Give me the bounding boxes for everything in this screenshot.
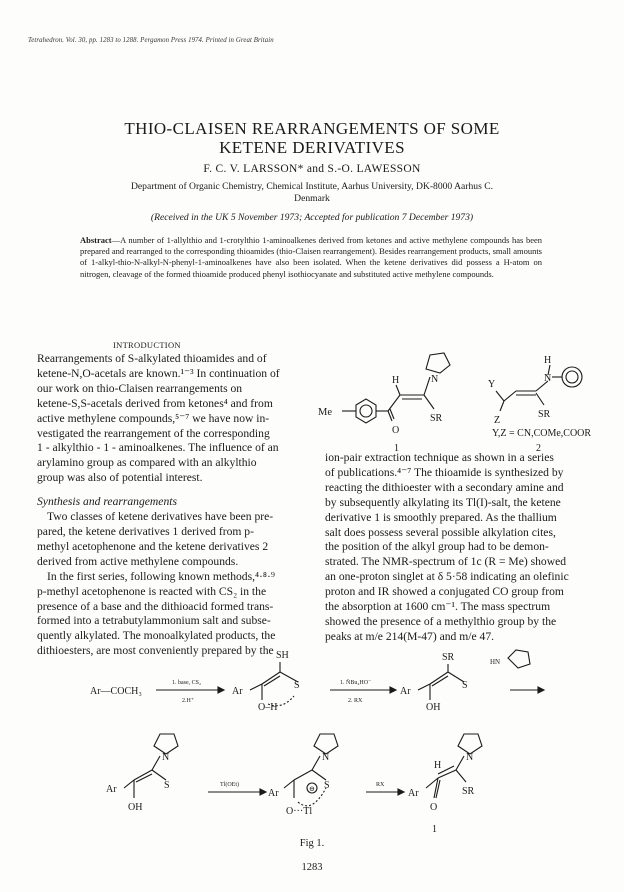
s2-y-label: Y [488,379,496,390]
ar-coch3-label: Ar—COCH₃ [90,686,142,697]
affiliation-line-2: Denmark [294,193,330,204]
s2-compound-number: 2 [536,443,541,454]
oh-label: OH [426,702,441,713]
text-line: by subsequently alkylating its Tl(I)-salt, the ketene [325,495,561,509]
paper-title-line-1: THIO-CLAISEN REARRANGEMENTS OF SOME [124,119,500,138]
text-line: showed the presence of a methylthio group by the [325,614,557,628]
o-label: O [430,802,438,813]
n-label: N [466,752,474,763]
s-label: S [462,680,468,691]
n-label: N [322,752,330,763]
sr-label: SR [442,652,455,663]
intro-paragraph [37,352,305,486]
abstract [80,235,542,280]
text-line: derived from active methylene compounds. [37,554,239,568]
anion-charge: ⊖ [309,785,315,793]
affiliation-line-1: Department of Organic Chemistry, Chemical Institute, Aarhus University, DK-8000 Aarhus C. [130,181,493,192]
right-column [325,451,593,645]
s2-sr-label: SR [538,409,551,420]
arrow-1-bottom-label: 2.H⁺ [182,698,194,704]
s1-me-label: Me [318,407,332,418]
s1-compound-number: 1 [394,443,399,454]
text-line: ketene-S,S-acetals derived from ketones⁴ and from [37,396,273,410]
s1-n-label: N [431,374,439,385]
text-line: ketene-N,O-acetals are known.¹⁻³ In continuation of [37,366,280,380]
n-label: N [162,752,170,763]
oh-label: OH [128,802,143,813]
ar-label: Ar [268,788,279,799]
text-line: vestigated the rearrangement of the corresponding [37,426,270,440]
s1-h-label: H [392,375,400,386]
left-column [37,352,305,659]
sh-label: SH [276,650,289,661]
authors: F. C. V. LARSSON* and S.-O. LAWESSON [203,163,421,175]
h-label: H [434,760,442,771]
abstract-label: Abstract [80,235,112,245]
abstract-text: —A number of 1-allylthio and 1-crotylthio 1-aminoalkenes derived from ketones and active methylene compounds has been prepared and rearranged to the corresponding thioamides (thio-Claisen rearrangement). Besides rearrangement products, small amounts of 1-alkyl-thio-N-alkyl-N-phenyl-1-aminoalkenes have also been isolated. When the ketene derivatives did possess a H-atom on nitrogen, cleavage of the formed thioamide produced phenyl isothiocyanate and substituted active methylene compounds. [80,235,542,279]
text-line: proton and IR showed a conjugated CO group from [325,585,564,599]
text-line: pared, the ketene derivatives 1 derived from p- [37,524,254,538]
text-line: the position of the alkyl group had to be demon- [325,540,549,554]
s2-n-label: N [544,373,552,384]
text-line: group was also of potential interest. [37,471,203,485]
ar-label: Ar [232,686,243,697]
text-line: salt does possess several possible alkylation cites, [325,525,556,539]
text-line: our work on thio-Claisen rearrangements on [37,381,243,395]
text-line: an one-proton singlet at δ 5·58 indicating an olefinic [325,570,569,584]
arrow-2-top-label: 1. N̄Bu₄HO⁻ [340,680,372,686]
text-line: Two classes of ketene derivatives have been pre- [47,510,274,524]
text-line: methyl acetophenone and the ketene derivatives 2 [37,539,269,553]
pyrrolidine-ring [426,353,450,373]
ar-label: Ar [106,784,117,795]
figure-caption: Fig 1. [299,838,325,849]
s2-h-label: H [544,355,552,366]
text-line: In the first series, following known methods,⁴·⁸·⁹ [47,569,275,583]
introduction-heading: INTRODUCTION [113,340,181,350]
text-line: 1 - alkylthio - 1 - aminoalkenes. The influence of an [37,441,279,455]
text-line: quently alkylated. The monoalkylated products, the [37,629,276,643]
text-line: active methylene compounds,⁵⁻⁷ we have now in- [37,411,270,425]
s2-substituents: Y,Z = CN,COMe,COOR [492,428,592,439]
o-tl-label: O···Tl [286,806,313,817]
product-compound-number: 1 [432,824,437,835]
text-line: arylamino group as compared with an alkylthio [37,456,257,470]
synthesis-paragraph [37,510,305,570]
text-line: derivative 1 is smoothly prepared. As the thallium [325,510,557,524]
s1-sr-label: SR [430,413,443,424]
text-line: peaks at m/e 214(M-47) and m/e 47. [325,629,495,643]
arrow-1-top-label: 1. base, CS₂ [172,680,202,686]
ar-label: Ar [400,686,411,697]
first-series-paragraph [37,570,305,659]
pyrrolidine-ring [508,650,530,668]
sr-label: SR [462,786,475,797]
page-number: 1283 [301,862,323,873]
journal-header: Tetrahedron. Vol. 30, pp. 1283 to 1288. Pergamon Press 1974. Printed in Great Britain [28,37,274,44]
received-dates: (Received in the UK 5 November 1973; Accepted for publication 7 December 1973) [150,212,474,223]
text-line: dithioesters, are most conveniently prepared by the [37,644,274,658]
arrow-4-label: Tl(OEt) [220,782,239,788]
ar-label: Ar [408,788,419,799]
phenyl-ring [562,367,582,387]
text-line: formed into a tetrabutylammonium salt and subse- [37,614,271,628]
o-h-label: O–H [258,702,278,713]
structures-1-and-2 [318,335,608,454]
s-label: S [294,680,300,691]
text-line: the absorption at 1600 cm⁻¹. The mass spectrum [325,600,551,614]
text-line: of publications.⁴⁻⁷ The thioamide is synthesized by [325,465,564,479]
paper-title-line-2: KETENE DERIVATIVES [219,138,405,157]
arrow-2-bottom-label: 2. RX [348,698,363,704]
text-line: Rearrangements of S-alkylated thioamides and of [37,352,267,365]
text-line: ion-pair extraction technique as shown in a series [325,451,554,464]
text-line: p-methyl acetophenone is reacted with CS₂ in the [37,584,267,598]
reaction-scheme [90,648,560,844]
s1-o-label: O [392,425,400,436]
text-line: presence of a base and the dithioacid formed trans- [37,599,274,613]
s-label: S [164,780,170,791]
text-line: strated. The NMR-spectrum of 1c (R = Me) showed [325,555,567,569]
benzene-ring [356,399,376,423]
hn-label: HN [490,658,501,666]
synthesis-subheading: Synthesis and rearrangements [37,495,177,509]
arrow-5-label: RX [376,782,385,788]
s-label: S [324,780,330,791]
s2-z-label: Z [494,415,501,426]
text-line: reacting the dithioester with a secondary amine and [325,480,564,494]
